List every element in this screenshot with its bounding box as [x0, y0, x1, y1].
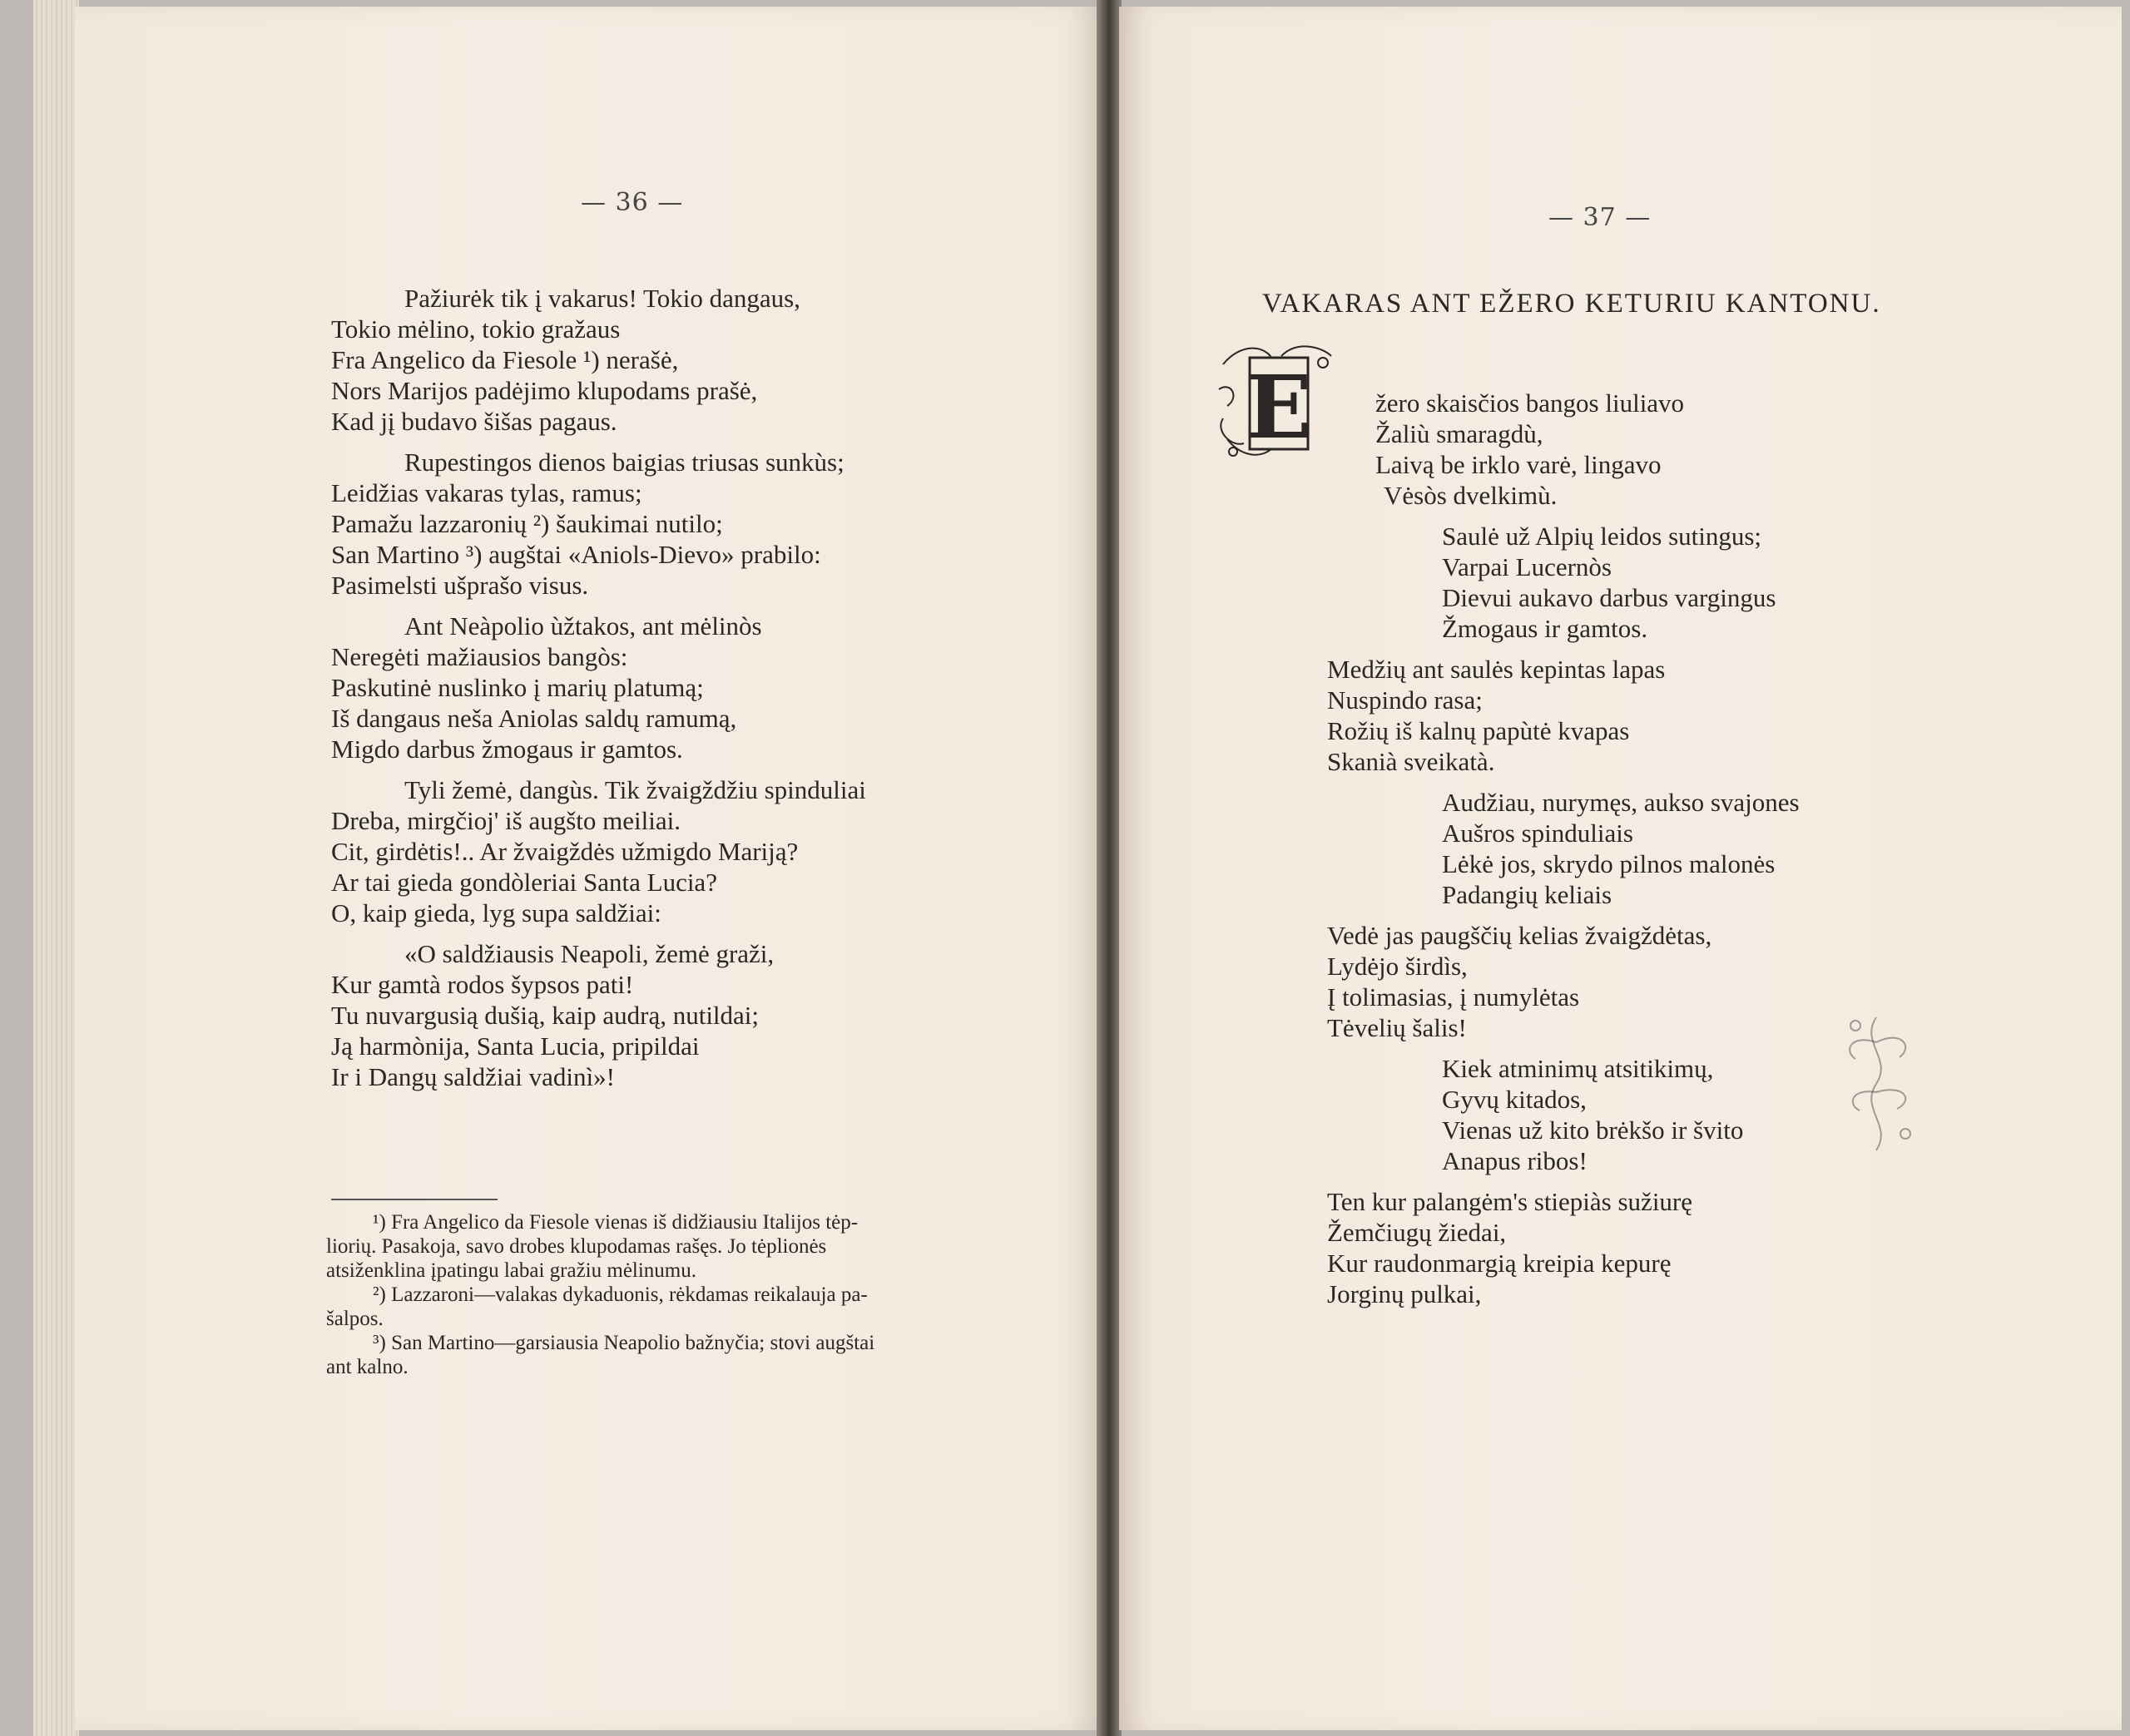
verse-line: Aušros spinduliais	[1442, 819, 1633, 848]
poem-title: VAKARAS ANT EŽERO KETURIU KANTONU.	[1262, 289, 1881, 319]
verse-line: Padangių keliais	[1442, 880, 1612, 909]
verse-line: «O saldžiausis Neapoli, žemė graži,	[404, 939, 775, 968]
verse-line: Lėkė jos, skrydo pilnos malonės	[1442, 849, 1776, 878]
verse-line: Laivą be irklo varė, lingavo	[1375, 450, 1662, 479]
verse-line: Tu nuvargusią dušią, kaip audrą, nutildai;	[331, 1001, 760, 1030]
verse-line: Pažiurėk tik į vakarus! Tokio dangaus,	[404, 284, 800, 313]
verse-line: Cit, girdėtis!.. Ar žvaigždės užmigdo Mariją?	[331, 837, 799, 866]
poem-right	[1327, 388, 1800, 1309]
verse-line: Tokio mėlino, tokio gražaus	[331, 314, 621, 344]
verse-line: Jorginų pulkai,	[1327, 1279, 1482, 1308]
verse-line: Žaliù smaragdù,	[1375, 419, 1543, 448]
footnotes	[326, 1210, 874, 1379]
floral-ornament-icon	[1826, 1009, 1926, 1162]
verse-line: Į tolimasias, į numylėtas	[1327, 982, 1580, 1011]
verse-line: Kur gamtà rodos šypsos pati!	[331, 970, 634, 999]
verse-line: Ją harmònija, Santa Lucia, pripildai	[331, 1031, 700, 1061]
initial-letter: E	[1246, 356, 1312, 458]
verse-line: Tėvelių šalis!	[1327, 1013, 1467, 1042]
verse-line: Pasimelsti ušprašo visus.	[331, 571, 589, 600]
verse-line: Vienas už kito brėkšo ir švito	[1442, 1115, 1744, 1145]
footnote-line: atsiženklina įpatingu labai gražiu mėlinumu.	[326, 1259, 697, 1282]
verse-line: Ant Neàpolio ùžtakos, ant mėlinòs	[404, 611, 762, 640]
page-edges	[33, 0, 79, 1736]
verse-line: Rožių iš kalnų papùtė kvapas	[1327, 716, 1630, 745]
verse-line: Migdo darbus žmogaus ir gamtos.	[331, 734, 683, 764]
verse-line: Fra Angelico da Fiesole ¹) nerašė,	[331, 345, 679, 374]
verse-line: Anapus ribos!	[1442, 1146, 1588, 1175]
verse-line: Žemčiugų žiedai,	[1327, 1218, 1507, 1247]
verse-line: Kur raudonmargią kreipia kepurę	[1327, 1249, 1672, 1278]
page-number-left: — 36 —	[581, 188, 684, 217]
footnote-line: ³) San Martino—garsiausia Neapolio bažnyčia; stovi augštai	[373, 1332, 875, 1354]
footnote-line: liorių. Pasakoja, savo drobes klupodamas rašęs. Jo tėplionės	[326, 1235, 827, 1258]
verse-line: Žmogaus ir gamtos.	[1442, 614, 1648, 643]
verse-line: Audžiau, nurymęs, aukso svajones	[1442, 788, 1800, 817]
verse-line: O, kaip gieda, lyg supa saldžiai:	[331, 898, 661, 927]
verse-line: žero skaisčios bangos liuliavo	[1375, 388, 1685, 418]
verse-line: Ir i Dangų saldžiai vadinì»!	[331, 1062, 615, 1091]
verse-line: Lydėjo širdìs,	[1327, 952, 1468, 981]
page-number-right: — 37 —	[1548, 203, 1652, 232]
verse-line: Leidžias vakaras tylas, ramus;	[331, 478, 642, 507]
verse-line: Nuspindo rasa;	[1327, 685, 1483, 715]
verse-line: Paskutinė nuslinko į marių platumą;	[331, 673, 704, 702]
verse-line: San Martino ³) augštai «Aniols-Dievo» prabilo:	[331, 540, 821, 569]
right-page	[1119, 7, 2122, 1730]
verse-line: Neregėti mažiausios bangòs:	[331, 642, 628, 671]
verse-line: Kiek atminimų atsitikimų,	[1442, 1054, 1714, 1083]
verse-line: Saulė už Alpių leidos sutingus;	[1442, 522, 1762, 551]
footnote-line: šalpos.	[326, 1308, 384, 1330]
verse-line: Kad jį budavo šišas pagaus.	[331, 407, 617, 436]
verse-line: Pamažu lazzaronių ²) šaukimai nutilo;	[331, 509, 723, 538]
verse-line: Nors Marijos padėjimo klupodams prašė,	[331, 376, 758, 405]
verse-line: Iš dangaus neša Aniolas saldų ramumą,	[331, 704, 737, 733]
footnote-line: ²) Lazzaroni—valakas dykaduonis, rėkdamas reikalauja pa-	[373, 1283, 868, 1306]
footnote-rule	[331, 1199, 498, 1200]
verse-line: Dreba, mirgčioj' iš augšto meiliai.	[331, 806, 681, 835]
verse-line: Medžių ant saulės kepintas lapas	[1327, 655, 1666, 684]
verse-line: Tyli žemė, dangùs. Tik žvaigždžiu spinduliai	[404, 775, 866, 804]
verse-line: Rupestingos dienos baigias triusas sunkùs;	[404, 448, 845, 477]
verse-line: Gyvų kitados,	[1442, 1085, 1587, 1114]
footnote-line: ¹) Fra Angelico da Fiesole vienas iš didžiausiu Italijos tėp-	[373, 1211, 859, 1234]
verse-line: Skanià sveikatà.	[1327, 747, 1495, 776]
left-page	[75, 7, 1100, 1730]
verse-line: Dievui aukavo darbus vargingus	[1442, 583, 1776, 612]
footnote-line: ant kalno.	[326, 1356, 409, 1378]
book-gutter	[1097, 0, 1122, 1736]
verse-line: Vėsòs dvelkimù.	[1384, 481, 1558, 510]
verse-line: Ar tai gieda gondòleriai Santa Lucia?	[331, 868, 717, 897]
foliate-initial-icon	[1215, 339, 1340, 464]
verse-line: Vedė jas paugščių kelias žvaigždėtas,	[1327, 921, 1712, 950]
verse-line: Varpai Lucernòs	[1442, 552, 1612, 581]
verse-line: Ten kur palangėm's stiepiàs sužiurę	[1327, 1187, 1693, 1216]
poem-left	[331, 283, 866, 1092]
